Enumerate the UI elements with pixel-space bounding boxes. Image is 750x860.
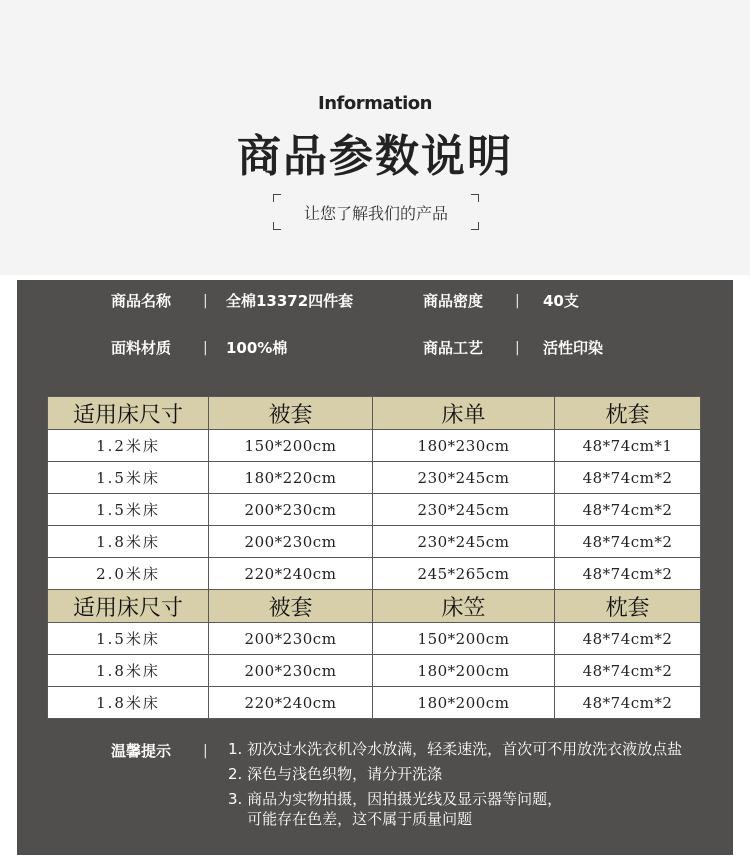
table-cell: 200*230cm	[209, 623, 373, 655]
process-label: 商品工艺	[423, 339, 484, 357]
table-row	[48, 623, 701, 655]
table-cell: 1.5米床	[48, 623, 209, 655]
table-header-cell: 被套	[209, 590, 373, 623]
table-cell: 220*240cm	[209, 687, 373, 719]
table-cell: 200*230cm	[209, 655, 373, 687]
density-label: 商品密度	[423, 292, 484, 310]
table-cell: 150*200cm	[209, 430, 373, 462]
tip-line: 1. 初次过水洗衣机冷水放满，轻柔速洗，首次可不用放洗衣液放点盐	[228, 740, 683, 758]
table-cell: 150*200cm	[373, 623, 555, 655]
tip-line: 3. 商品为实物拍摄，因拍摄光线及显示器等问题，	[228, 790, 563, 808]
product-name-label: 商品名称	[111, 292, 172, 310]
tip-line: 2. 深色与浅色织物，请分开洗涤	[228, 765, 443, 783]
material-value: 100%棉	[226, 339, 288, 357]
table-cell: 230*245cm	[373, 462, 555, 494]
table-cell: 1.2米床	[48, 430, 209, 462]
separator: |	[515, 293, 520, 309]
table-header-cell: 枕套	[555, 590, 701, 623]
table-header-cell: 适用床尺寸	[48, 590, 209, 623]
spec-panel	[17, 280, 733, 855]
table-header-cell: 床笠	[373, 590, 555, 623]
table-row	[48, 430, 701, 462]
table-header-cell: 床单	[373, 397, 555, 430]
separator: |	[203, 743, 208, 759]
table-cell: 180*200cm	[373, 655, 555, 687]
product-name-value: 全棉13372四件套	[226, 292, 354, 310]
table-cell: 48*74cm*2	[555, 462, 701, 494]
table-cell: 48*74cm*2	[555, 623, 701, 655]
info-heading: Information	[318, 93, 432, 114]
separator: |	[203, 293, 208, 309]
table-header-cell: 枕套	[555, 397, 701, 430]
table-cell: 180*230cm	[373, 430, 555, 462]
table-row	[48, 494, 701, 526]
subtitle: 让您了解我们的产品	[303, 204, 448, 223]
page-title: 商品参数说明	[237, 131, 513, 182]
table-header-cell: 适用床尺寸	[48, 397, 209, 430]
table-row	[48, 558, 701, 590]
table-cell: 1.5米床	[48, 494, 209, 526]
table-cell: 1.5米床	[48, 462, 209, 494]
table-cell: 230*245cm	[373, 526, 555, 558]
table-header-row	[48, 590, 701, 623]
table-cell: 48*74cm*2	[555, 558, 701, 590]
table-cell: 200*230cm	[209, 526, 373, 558]
table-cell: 220*240cm	[209, 558, 373, 590]
subtitle-frame	[273, 194, 479, 230]
table-header-cell: 被套	[209, 397, 373, 430]
table-cell: 48*74cm*2	[555, 526, 701, 558]
table-cell: 2.0米床	[48, 558, 209, 590]
table-cell: 1.8米床	[48, 687, 209, 719]
separator: |	[203, 340, 208, 356]
table-row	[48, 526, 701, 558]
table-cell: 48*74cm*2	[555, 687, 701, 719]
material-label: 面料材质	[111, 339, 172, 357]
size-table	[47, 396, 701, 719]
tips-label: 温馨提示	[111, 742, 172, 760]
table-cell: 1.8米床	[48, 526, 209, 558]
table-cell: 180*220cm	[209, 462, 373, 494]
table-row	[48, 462, 701, 494]
table-cell: 230*245cm	[373, 494, 555, 526]
density-value: 40支	[543, 292, 579, 310]
process-value: 活性印染	[543, 339, 604, 357]
header-banner	[0, 0, 750, 275]
table-row	[48, 655, 701, 687]
table-cell: 180*200cm	[373, 687, 555, 719]
table-cell: 1.8米床	[48, 655, 209, 687]
table-row	[48, 687, 701, 719]
table-cell: 245*265cm	[373, 558, 555, 590]
tip-line: 可能存在色差，这不属于质量问题	[228, 810, 473, 828]
table-cell: 48*74cm*2	[555, 494, 701, 526]
table-header-row	[48, 397, 701, 430]
separator: |	[515, 340, 520, 356]
table-cell: 48*74cm*1	[555, 430, 701, 462]
table-cell: 200*230cm	[209, 494, 373, 526]
table-cell: 48*74cm*2	[555, 655, 701, 687]
